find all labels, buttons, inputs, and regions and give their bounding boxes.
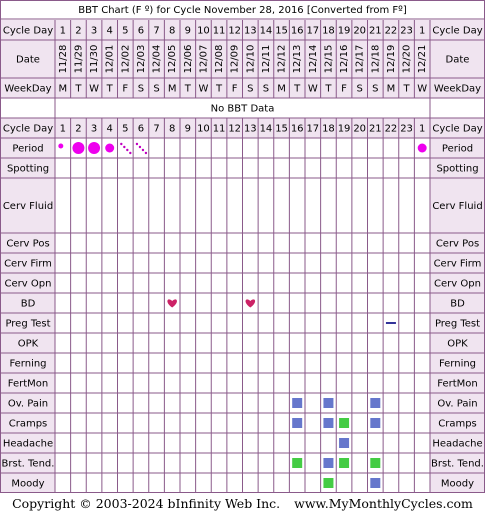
weekday-row-label-right: WeekDay bbox=[433, 83, 482, 95]
cycle-day-number: 1 bbox=[59, 123, 66, 135]
weekday-letter: T bbox=[325, 83, 332, 95]
cycle-day-number: 8 bbox=[169, 25, 176, 37]
site-link[interactable]: www.MyMonthlyCycles.com bbox=[294, 495, 473, 511]
spotting-row-label: Spotting bbox=[6, 163, 50, 175]
ov-pain-mark bbox=[323, 398, 333, 408]
cycle-day-number: 1 bbox=[59, 25, 66, 37]
moody-row-label-right: Moody bbox=[440, 478, 475, 490]
headache-mark bbox=[339, 438, 349, 448]
date-label: 12/11 bbox=[260, 44, 272, 74]
cycle-day-number: 3 bbox=[90, 25, 98, 37]
weekday-letter: T bbox=[294, 83, 301, 95]
cycle-day-number: 9 bbox=[184, 123, 191, 135]
date-label: 12/18 bbox=[370, 44, 382, 74]
cerv-opn-row-label: Cerv Opn bbox=[4, 278, 52, 290]
date-label: 12/20 bbox=[401, 44, 413, 74]
preg-test-row-label: Preg Test bbox=[5, 318, 51, 330]
cycle-day-number: 15 bbox=[275, 25, 288, 37]
period-light-dot bbox=[142, 149, 144, 151]
date-label: 12/12 bbox=[276, 44, 288, 74]
date-label: 12/15 bbox=[323, 44, 335, 74]
weekday-letter: W bbox=[417, 83, 428, 95]
no-bbt-data-text: No BBT Data bbox=[210, 103, 275, 115]
copyright-text: Copyright © 2003-2024 bInfinity Web Inc. bbox=[12, 495, 281, 511]
cycle-day-number: 5 bbox=[122, 123, 129, 135]
brst-tend-mark bbox=[323, 458, 333, 468]
cycle-day-number: 19 bbox=[337, 25, 351, 37]
cycle-day-number: 13 bbox=[243, 123, 257, 135]
period-light-dot bbox=[145, 152, 147, 154]
ferning-row-label-right: Ferning bbox=[438, 358, 477, 370]
preg-test-row-label-right: Preg Test bbox=[434, 318, 481, 330]
bd-row-label-right: BD bbox=[450, 298, 465, 310]
period-heavy-mark bbox=[88, 142, 100, 154]
weekday-row-label: WeekDay bbox=[4, 83, 52, 95]
cycle-day-number: 16 bbox=[290, 123, 304, 135]
period-light-dot bbox=[123, 146, 125, 148]
date-label: 12/10 bbox=[245, 44, 257, 74]
cycle-day-number: 12 bbox=[228, 123, 242, 135]
period-light-dot bbox=[136, 143, 138, 145]
weekday-letter: T bbox=[216, 83, 223, 95]
date-label: 12/14 bbox=[307, 44, 319, 74]
cycle-day-number: 1 bbox=[419, 25, 426, 37]
footer bbox=[0, 493, 485, 513]
date-label: 12/08 bbox=[214, 44, 226, 74]
headache-row-label-right: Headache bbox=[432, 438, 483, 450]
period-light-dot bbox=[120, 143, 122, 145]
cramps-mark bbox=[323, 418, 333, 428]
cramps-mark bbox=[339, 418, 349, 428]
cerv-fluid-row-label: Cerv Fluid bbox=[2, 201, 54, 212]
moody-row-label: Moody bbox=[11, 478, 45, 490]
cycle-day-number: 5 bbox=[122, 25, 129, 37]
cycle-day-number: 10 bbox=[197, 25, 210, 37]
chart-title: BBT Chart (F º) for Cycle November 28, 2016 [Converted from Fº] bbox=[78, 5, 407, 16]
cramps-mark bbox=[292, 418, 302, 428]
cycle-day-number: 21 bbox=[368, 123, 382, 135]
cycle-day-number: 14 bbox=[259, 25, 273, 37]
weekday-letter: F bbox=[341, 83, 347, 95]
date-label: 12/04 bbox=[151, 44, 163, 74]
date-label: 12/13 bbox=[292, 44, 304, 74]
cycle-day-number: 18 bbox=[322, 25, 335, 37]
cycle-day-number: 22 bbox=[384, 25, 398, 37]
weekday-letter: T bbox=[75, 83, 82, 95]
cycle-day-row-label-right: Cycle Day bbox=[432, 25, 483, 37]
date-label: 12/02 bbox=[120, 44, 132, 74]
cerv-pos-row-label: Cerv Pos bbox=[6, 238, 50, 250]
ov-pain-mark bbox=[370, 398, 380, 408]
weekday-letter: F bbox=[231, 83, 238, 95]
weekday-letter: W bbox=[307, 83, 318, 95]
headache-row-label: Headache bbox=[2, 438, 54, 450]
weekday-letter: F bbox=[122, 83, 129, 95]
ov-pain-row-label: Ov. Pain bbox=[7, 398, 49, 410]
moody-mark bbox=[370, 478, 380, 488]
period-light-dot bbox=[126, 149, 128, 151]
cycle-day-number: 11 bbox=[212, 123, 226, 135]
date-label: 12/01 bbox=[104, 44, 116, 74]
cycle-day-number: 9 bbox=[184, 25, 191, 37]
date-row-label-right: Date bbox=[445, 54, 470, 66]
period-medium-mark bbox=[418, 144, 427, 153]
weekday-letter: S bbox=[262, 83, 270, 95]
cycle-day-number: 6 bbox=[137, 123, 145, 135]
cycle-day-number: 20 bbox=[353, 123, 367, 135]
weekday-letter: S bbox=[372, 83, 379, 95]
weekday-letter: W bbox=[198, 83, 209, 95]
date-row-label: Date bbox=[16, 54, 40, 66]
cycle-day-number: 2 bbox=[75, 25, 82, 37]
ov-pain-mark bbox=[292, 398, 302, 408]
cycle-day-number: 11 bbox=[212, 25, 226, 37]
cycle-day-number: 4 bbox=[106, 123, 113, 135]
date-label: 12/19 bbox=[385, 44, 397, 74]
period-light-dot bbox=[139, 146, 141, 148]
weekday-letter: S bbox=[356, 83, 363, 95]
cramps-row-label: Cramps bbox=[8, 418, 48, 430]
brst-tend-mark bbox=[292, 458, 302, 468]
cycle-day-number: 3 bbox=[90, 123, 98, 135]
period-row-label: Period bbox=[12, 143, 44, 155]
cycle-day-number: 21 bbox=[368, 25, 382, 37]
weekday-letter: M bbox=[277, 83, 286, 95]
date-label: 11/29 bbox=[73, 44, 85, 74]
cramps-mark bbox=[370, 418, 380, 428]
date-label: 12/05 bbox=[167, 44, 179, 74]
weekday-letter: T bbox=[184, 83, 191, 95]
weekday-letter: T bbox=[403, 83, 410, 95]
cycle-day-number: 6 bbox=[137, 25, 145, 37]
cycle-day-number: 15 bbox=[275, 123, 288, 135]
cerv-firm-row-label: Cerv Firm bbox=[4, 258, 52, 270]
fertmon-row-label: FertMon bbox=[7, 378, 49, 390]
cramps-row-label-right: Cramps bbox=[438, 418, 477, 430]
cycle-day-number: 20 bbox=[353, 25, 367, 37]
cycle-day-number: 22 bbox=[384, 123, 398, 135]
ferning-row-label: Ferning bbox=[9, 358, 47, 370]
cycle-day-number: 18 bbox=[322, 123, 335, 135]
date-label: 12/07 bbox=[198, 44, 210, 74]
opk-row-label-right: OPK bbox=[447, 338, 468, 350]
bd-row-label: BD bbox=[20, 298, 36, 310]
brst-tend-mark bbox=[370, 458, 380, 468]
date-label: 12/17 bbox=[354, 44, 366, 74]
period-medium-mark bbox=[105, 144, 114, 153]
ov-pain-row-label-right: Ov. Pain bbox=[437, 398, 478, 410]
period-light-dot bbox=[129, 152, 131, 154]
cycle-day-number: 16 bbox=[290, 25, 304, 37]
cerv-firm-row-label-right: Cerv Firm bbox=[433, 258, 482, 270]
spotting-row-label-right: Spotting bbox=[436, 163, 479, 175]
brst-tend-row-label-right: Brst. Tend. bbox=[431, 458, 484, 470]
period-heavy-mark bbox=[72, 142, 84, 154]
cycle-day-row-2-label-right: Cycle Day bbox=[432, 123, 483, 135]
brst-tend-row-label: Brst. Tend. bbox=[1, 458, 55, 470]
cycle-day-number: 7 bbox=[153, 25, 160, 37]
cerv-fluid-row-label-right: Cerv Fluid bbox=[432, 201, 483, 212]
cycle-day-row-2-label: Cycle Day bbox=[2, 123, 54, 135]
moody-mark bbox=[323, 478, 333, 488]
cycle-day-number: 8 bbox=[169, 123, 176, 135]
cycle-day-number: 2 bbox=[75, 123, 82, 135]
date-label: 12/03 bbox=[135, 44, 147, 74]
cycle-day-number: 17 bbox=[306, 25, 320, 37]
date-label: 12/06 bbox=[182, 44, 194, 74]
fertmon-row-label-right: FertMon bbox=[437, 378, 478, 390]
opk-row-label: OPK bbox=[17, 338, 39, 350]
cycle-day-number: 4 bbox=[106, 25, 113, 37]
cycle-day-row-label: Cycle Day bbox=[2, 25, 54, 37]
weekday-letter: S bbox=[137, 83, 145, 95]
cerv-pos-row-label-right: Cerv Pos bbox=[435, 238, 480, 250]
cycle-day-number: 19 bbox=[337, 123, 351, 135]
weekday-letter: M bbox=[167, 83, 177, 95]
preg-test-negative-mark bbox=[386, 322, 396, 324]
weekday-letter: M bbox=[58, 83, 68, 95]
weekday-letter: S bbox=[153, 83, 160, 95]
cerv-opn-row-label-right: Cerv Opn bbox=[434, 278, 481, 290]
weekday-letter: T bbox=[106, 83, 113, 95]
date-label: 12/21 bbox=[417, 44, 429, 74]
cycle-day-number: 23 bbox=[400, 123, 413, 135]
cycle-day-number: 17 bbox=[306, 123, 320, 135]
cycle-day-number: 13 bbox=[243, 25, 257, 37]
weekday-letter: W bbox=[89, 83, 100, 95]
cycle-day-number: 1 bbox=[419, 123, 426, 135]
period-row-label-right: Period bbox=[441, 143, 474, 155]
cycle-day-number: 10 bbox=[197, 123, 210, 135]
brst-tend-mark bbox=[339, 458, 349, 468]
period-spotting-mark bbox=[58, 144, 63, 149]
date-label: 11/28 bbox=[57, 44, 69, 74]
cycle-day-number: 23 bbox=[400, 25, 413, 37]
cycle-day-number: 14 bbox=[259, 123, 273, 135]
weekday-letter: M bbox=[386, 83, 396, 95]
date-label: 12/16 bbox=[339, 44, 351, 74]
date-label: 11/30 bbox=[89, 44, 101, 74]
date-label: 12/09 bbox=[229, 44, 241, 74]
cycle-day-number: 12 bbox=[228, 25, 242, 37]
cycle-day-number: 7 bbox=[153, 123, 160, 135]
weekday-letter: S bbox=[247, 83, 254, 95]
